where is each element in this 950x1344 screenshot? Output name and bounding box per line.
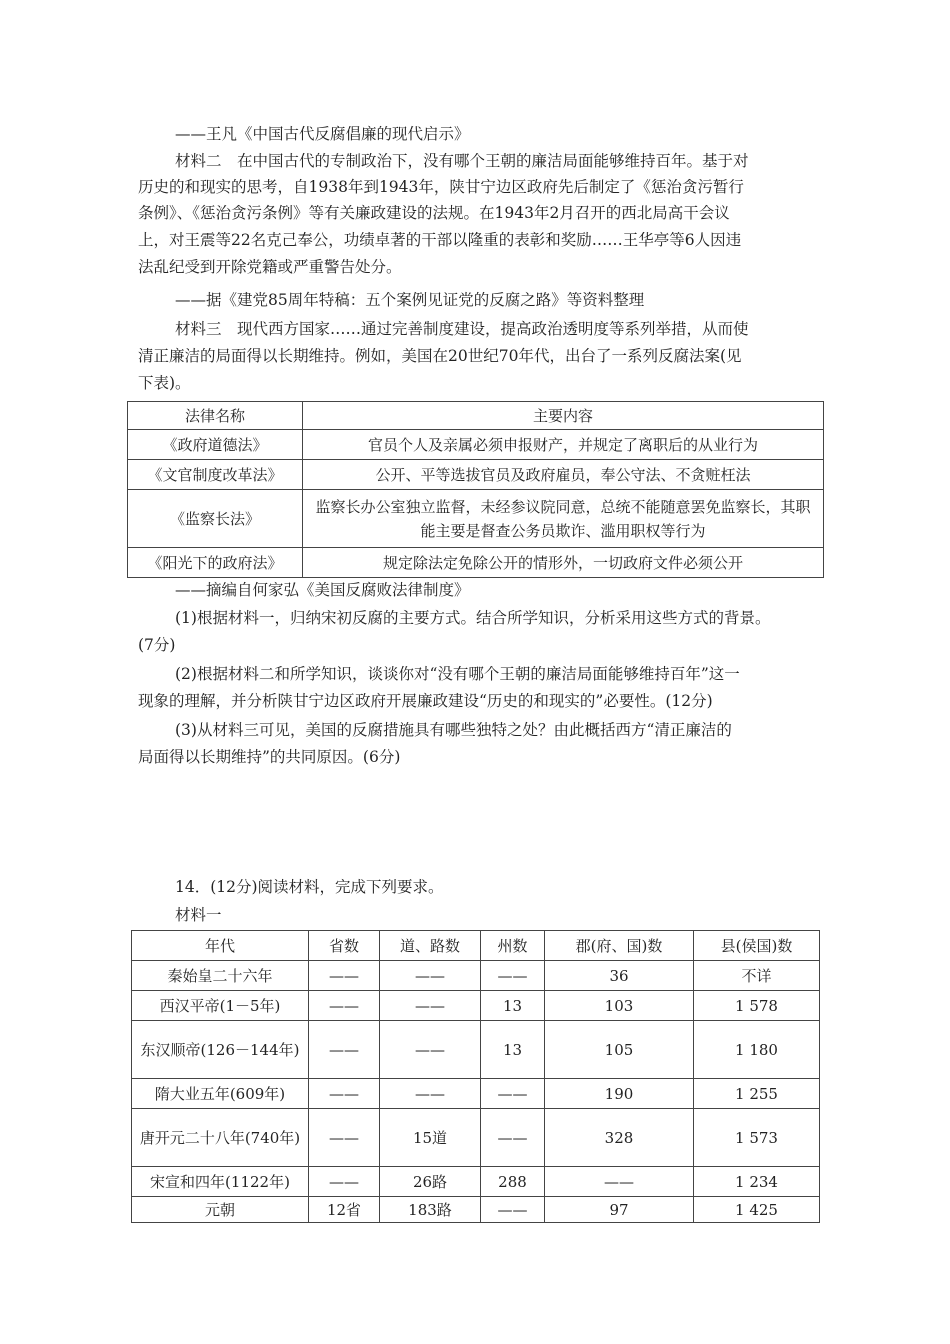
- material2-line: 条例》、《惩治贪污条例》等有关廉政建设的法规。在1943年2月召开的西北局高干会议: [138, 204, 730, 222]
- admin-division-table: [131, 930, 820, 1223]
- table-cell: 规定除法定免除公开的情形外，一切政府文件必须公开: [303, 548, 824, 578]
- table-header-cell: 主要内容: [303, 402, 824, 430]
- table-cell: 1 425: [694, 1197, 820, 1223]
- table-cell: 元朝: [132, 1197, 309, 1223]
- table-cell: ——: [380, 1021, 481, 1079]
- table-cell: 1 573: [694, 1109, 820, 1167]
- question-line: (7分): [138, 636, 176, 654]
- table-header-cell: 法律名称: [128, 402, 303, 430]
- material3-line: 下表)。: [138, 374, 191, 392]
- table-cell: 97: [545, 1197, 694, 1223]
- table-row: [128, 490, 824, 548]
- material3-line: 清正廉洁的局面得以长期维持。例如，美国在20世纪70年代，出台了一系列反腐法案(见: [138, 347, 742, 365]
- table-cell: 1 578: [694, 991, 820, 1021]
- q14-material-label: 材料一: [175, 906, 222, 924]
- table-cell: 183路: [380, 1197, 481, 1223]
- question-line: 现象的理解，并分析陕甘宁边区政府开展廉政建设“历史的和现实的”必要性。(12分): [138, 692, 713, 710]
- table-cell: ——: [380, 961, 481, 991]
- material2-source: ——据《建党85周年特稿：五个案例见证党的反腐之路》等资料整理: [175, 291, 645, 309]
- table-cell: ——: [481, 1197, 545, 1223]
- table-cell: 13: [481, 991, 545, 1021]
- table-header-cell: 郡(府、国)数: [545, 931, 694, 961]
- material2-line: 材料二 在中国古代的专制政治下，没有哪个王朝的廉洁局面能够维持百年。基于对: [175, 152, 749, 170]
- table-cell: ——: [545, 1167, 694, 1197]
- table-header-cell: 州数: [481, 931, 545, 961]
- table-cell: 公开、平等选拔官员及政府雇员，奉公守法、不贪赃枉法: [303, 460, 824, 490]
- table-cell: ——: [309, 961, 380, 991]
- table-cell: ——: [481, 1109, 545, 1167]
- table-cell: 103: [545, 991, 694, 1021]
- table-row: [132, 991, 820, 1021]
- material3-source: ——摘编自何家弘《美国反腐败法律制度》: [175, 581, 470, 599]
- table-cell: ——: [309, 1079, 380, 1109]
- table-row: [128, 548, 824, 578]
- table-cell: 12省: [309, 1197, 380, 1223]
- table-cell: 《文官制度改革法》: [128, 460, 303, 490]
- table-cell: 26路: [380, 1167, 481, 1197]
- table-row: [132, 1167, 820, 1197]
- table-row: [128, 430, 824, 460]
- table-cell: ——: [481, 961, 545, 991]
- table-cell: 190: [545, 1079, 694, 1109]
- table-cell: 唐开元二十八年(740年): [132, 1109, 309, 1167]
- q14-title: 14．(12分)阅读材料，完成下列要求。: [175, 878, 444, 896]
- table-header-row: [132, 931, 820, 961]
- table-header-cell: 县(侯国)数: [694, 931, 820, 961]
- table-cell: 监察长办公室独立监督，未经参议院同意，总统不能随意罢免监察长，其职能主要是督查公务员欺诈、滥用职权等行为: [303, 490, 824, 548]
- table-cell: 《政府道德法》: [128, 430, 303, 460]
- table-cell: 105: [545, 1021, 694, 1079]
- question-line: (3)从材料三可见，美国的反腐措施具有哪些独特之处？由此概括西方“清正廉洁的: [175, 721, 732, 739]
- table-row: [132, 1021, 820, 1079]
- table-row: [132, 1197, 820, 1223]
- table-cell: ——: [380, 1079, 481, 1109]
- table-row: [128, 460, 824, 490]
- table-row: [132, 1079, 820, 1109]
- table-cell: ——: [309, 991, 380, 1021]
- material2-line: 法乱纪受到开除党籍或严重警告处分。: [138, 258, 402, 276]
- table-cell: 328: [545, 1109, 694, 1167]
- material3-line: 材料三 现代西方国家……通过完善制度建设，提高政治透明度等系列举措，从而使: [175, 320, 749, 338]
- question-line: 局面得以长期维持”的共同原因。(6分): [138, 748, 401, 766]
- table-cell: 15道: [380, 1109, 481, 1167]
- material1-source: ——王凡《中国古代反腐倡廉的现代启示》: [175, 125, 470, 143]
- table-cell: 隋大业五年(609年): [132, 1079, 309, 1109]
- table-cell: 东汉顺帝(126－144年): [132, 1021, 309, 1079]
- material2-line: 上，对王震等22名克己奉公，功绩卓著的干部以隆重的表彰和奖励……王华亭等6人因违: [138, 231, 742, 249]
- table-header-row: [128, 402, 824, 430]
- table-cell: 西汉平帝(1－5年): [132, 991, 309, 1021]
- table-row: [132, 1109, 820, 1167]
- table-cell: 秦始皇二十六年: [132, 961, 309, 991]
- table-cell: ——: [309, 1021, 380, 1079]
- question-line: (1)根据材料一，归纳宋初反腐的主要方式。结合所学知识，分析采用这些方式的背景。: [175, 609, 771, 627]
- table-cell: ——: [309, 1167, 380, 1197]
- table-row: [132, 961, 820, 991]
- table-cell: 官员个人及亲属必须申报财产，并规定了离职后的从业行为: [303, 430, 824, 460]
- table-cell: ——: [380, 991, 481, 1021]
- table-cell: 36: [545, 961, 694, 991]
- table-cell: 288: [481, 1167, 545, 1197]
- table-cell: 1 180: [694, 1021, 820, 1079]
- table-cell: 《阳光下的政府法》: [128, 548, 303, 578]
- table-header-cell: 省数: [309, 931, 380, 961]
- law-table: [127, 401, 824, 578]
- table-cell: 不详: [694, 961, 820, 991]
- table-cell: 13: [481, 1021, 545, 1079]
- table-header-cell: 年代: [132, 931, 309, 961]
- table-cell: 《监察长法》: [128, 490, 303, 548]
- question-line: (2)根据材料二和所学知识，谈谈你对“没有哪个王朝的廉洁局面能够维持百年”这一: [175, 665, 740, 683]
- table-cell: 宋宣和四年(1122年): [132, 1167, 309, 1197]
- table-cell: ——: [481, 1079, 545, 1109]
- table-cell: 1 255: [694, 1079, 820, 1109]
- table-cell: ——: [309, 1109, 380, 1167]
- material2-line: 历史的和现实的思考，自1938年到1943年，陕甘宁边区政府先后制定了《惩治贪污暂行: [138, 178, 744, 196]
- table-header-cell: 道、路数: [380, 931, 481, 961]
- table-cell: 1 234: [694, 1167, 820, 1197]
